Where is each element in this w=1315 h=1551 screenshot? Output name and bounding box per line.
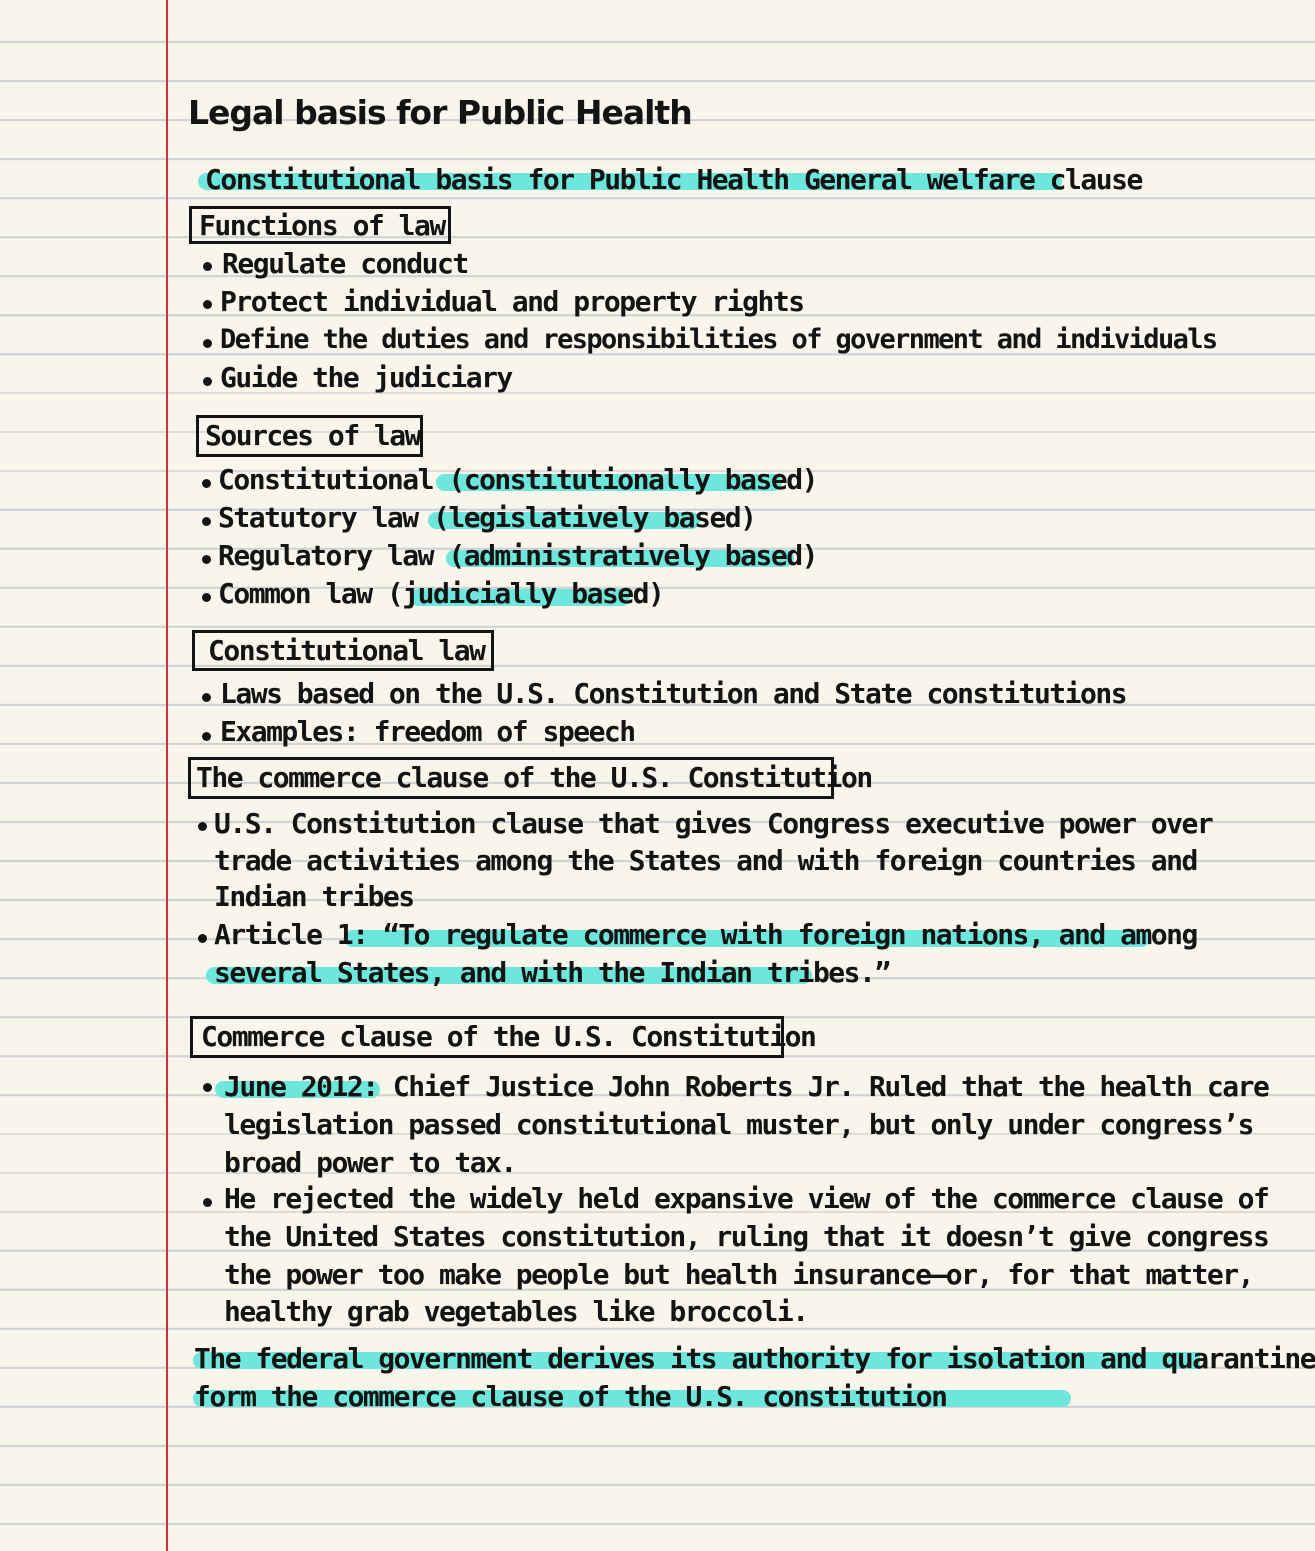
- page-title: Legal basis for Public Health: [188, 93, 692, 132]
- footer-line: form the commerce clause of the U.S. constitution: [194, 1380, 947, 1413]
- list-item: Regulate conduct: [222, 247, 468, 280]
- subtitle: Constitutional basis for Public Health General welfare clause: [205, 163, 1142, 196]
- list-item: Protect individual and property rights: [220, 285, 804, 318]
- bullet: [202, 555, 211, 564]
- section-heading: Sources of law: [205, 419, 421, 452]
- list-item: He rejected the widely held expansive view of the commerce clause of: [224, 1182, 1269, 1215]
- bullet: [202, 517, 211, 526]
- bullet: [203, 1198, 212, 1207]
- bullet: [203, 377, 212, 386]
- section-heading: Constitutional law: [208, 634, 485, 667]
- list-item-continued: Indian tribes: [214, 880, 414, 913]
- bullet: [203, 339, 212, 348]
- section-heading: Commerce clause of the U.S. Constitution: [201, 1020, 816, 1053]
- bullet: [203, 262, 212, 271]
- bullet: [202, 732, 211, 741]
- list-item-continued: broad power to tax.: [224, 1146, 516, 1179]
- list-item-continued: legislation passed constitutional muster, but only under congress’s: [224, 1108, 1253, 1141]
- list-item: Constitutional (constitutionally based): [218, 463, 817, 496]
- bullet: [202, 693, 211, 702]
- list-item: June 2012: Chief Justice John Roberts Jr. Ruled that the health care: [224, 1070, 1269, 1103]
- bullet: [203, 300, 212, 309]
- list-item-continued: the power too make people but health insurance—or, for that matter,: [224, 1258, 1253, 1291]
- list-item: Guide the judiciary: [220, 361, 512, 394]
- list-item: Common law (judicially based): [218, 577, 664, 610]
- section-heading: The commerce clause of the U.S. Constitution: [196, 761, 872, 794]
- list-item: Statutory law (legislatively based): [218, 501, 756, 534]
- list-item: Laws based on the U.S. Constitution and State constitutions: [220, 677, 1127, 710]
- list-item: Article 1: “To regulate commerce with foreign nations, and among: [214, 918, 1197, 951]
- footer-line: The federal government derives its authority for isolation and quarantine: [194, 1342, 1315, 1375]
- section-heading: Functions of law: [199, 209, 445, 242]
- bullet: [203, 1083, 212, 1092]
- list-item-continued: the United States constitution, ruling that it doesn’t give congress: [224, 1220, 1269, 1253]
- list-item: Define the duties and responsibilities of government and individuals: [220, 324, 1217, 355]
- list-item: Examples: freedom of speech: [220, 715, 635, 748]
- bullet: [198, 822, 207, 831]
- list-item: Regulatory law (administratively based): [218, 539, 817, 572]
- list-item-continued: healthy grab vegetables like broccoli.: [224, 1295, 808, 1328]
- list-item-continued: trade activities among the States and with foreign countries and: [214, 844, 1197, 877]
- bullet: [198, 934, 207, 943]
- bullet: [202, 593, 211, 602]
- bullet: [202, 479, 211, 488]
- list-item: U.S. Constitution clause that gives Congress executive power over: [214, 807, 1213, 840]
- list-item-continued: several States, and with the Indian tribes.”: [214, 956, 890, 989]
